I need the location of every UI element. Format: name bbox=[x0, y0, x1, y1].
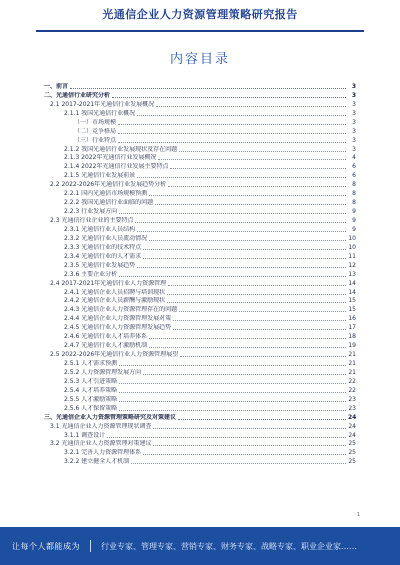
toc-entry[interactable] bbox=[44, 162, 356, 171]
toc-entry[interactable] bbox=[44, 109, 356, 118]
footer-tags: 行业专家、管理专家、营销专家、财务专家、战略专家、职业企业家…… bbox=[101, 541, 357, 551]
toc-entry[interactable] bbox=[44, 225, 356, 234]
toc-entry-page: 23 bbox=[348, 395, 356, 403]
toc-entry[interactable] bbox=[44, 359, 356, 368]
toc-entry-page: 21 bbox=[348, 368, 356, 376]
toc-leader-dots bbox=[158, 159, 346, 160]
toc-entry-page: 22 bbox=[348, 377, 356, 385]
toc-leader-dots bbox=[168, 285, 346, 286]
toc-leader-dots bbox=[173, 329, 346, 330]
toc-entry-label: 3.2.1 完善人力资源管理体系 bbox=[64, 449, 142, 457]
toc-entry[interactable] bbox=[44, 314, 356, 323]
toc-entry-page: 3 bbox=[352, 100, 356, 108]
toc-entry-label: 2.3.5 光通信行业发展趋势 bbox=[64, 261, 136, 269]
toc-entry-page: 8 bbox=[352, 181, 356, 189]
toc-entry-page: 14 bbox=[348, 288, 356, 296]
toc-entry[interactable] bbox=[44, 279, 356, 288]
toc-entry-page: 8 bbox=[352, 190, 356, 198]
toc-entry-label: 2.3.4 光通信行业的人才需求 bbox=[64, 252, 142, 260]
toc-entry-page: 19 bbox=[348, 342, 356, 350]
toc-entry-page: 3 bbox=[352, 127, 356, 135]
toc-entry[interactable] bbox=[44, 431, 356, 440]
toc-entry[interactable] bbox=[44, 288, 356, 297]
toc-entry-label: 2.3.6 主要企业分析 bbox=[64, 270, 118, 278]
toc-entry-page: 16 bbox=[348, 315, 356, 323]
toc-entry-label: 2.5.1 人才需求预测 bbox=[64, 360, 118, 367]
toc-entry[interactable] bbox=[44, 118, 356, 127]
toc-entry-page: 15 bbox=[348, 297, 356, 305]
toc-entry-label: 2.2 2022-2026年光通信行业发展趋势分析 bbox=[50, 181, 167, 189]
toc-entry[interactable] bbox=[44, 341, 356, 350]
toc-leader-dots bbox=[131, 463, 346, 464]
toc-leader-dots bbox=[107, 437, 346, 438]
toc-entry-label: 三、光通信企业人力资源管理策略研究及对策建议 bbox=[44, 413, 177, 421]
toc-entry[interactable] bbox=[44, 207, 356, 216]
footer-divider bbox=[90, 540, 91, 552]
toc-entry-label: 2.4.2 光通信企业人员薪酬与激励现状 bbox=[64, 297, 166, 305]
toc-title: 内容目录 bbox=[169, 52, 230, 67]
toc-leader-dots bbox=[149, 338, 346, 339]
toc-leader-dots bbox=[156, 106, 346, 107]
toc-leader-dots bbox=[149, 195, 346, 196]
toc-entry-label: （三）行业特点 bbox=[74, 136, 117, 144]
toc-entry-page: 24 bbox=[348, 422, 356, 430]
toc-entry-page: 24 bbox=[348, 431, 356, 439]
toc-entry-page: 25 bbox=[348, 449, 356, 457]
toc-entry-label: 2.4.3 光通信企业人力资源管理存在的问题 bbox=[64, 306, 178, 314]
toc-leader-dots bbox=[149, 347, 346, 348]
toc-leader-dots bbox=[143, 249, 346, 250]
toc-leader-dots bbox=[119, 213, 346, 214]
toc-leader-dots bbox=[143, 454, 346, 455]
header-divider bbox=[36, 30, 364, 32]
toc-leader-dots bbox=[137, 267, 346, 268]
toc-entry-label: 2.1.5 光通信行业发展前景 bbox=[64, 172, 136, 180]
toc-entry-page: 3 bbox=[352, 118, 356, 126]
toc-entry-page: 21 bbox=[348, 351, 356, 359]
toc-entry[interactable] bbox=[44, 404, 356, 413]
toc-leader-dots bbox=[170, 168, 346, 169]
toc-entry-label: （一）市场规模 bbox=[74, 118, 117, 126]
toc-entry[interactable] bbox=[44, 422, 356, 431]
toc-entry-label: 2.1.4 2022年光通信行业发展主要特点 bbox=[64, 163, 169, 171]
toc-leader-dots bbox=[153, 428, 346, 429]
toc-leader-dots bbox=[119, 410, 346, 411]
toc-entry[interactable] bbox=[44, 91, 356, 100]
toc-entry[interactable] bbox=[44, 297, 356, 306]
toc-entry-page: 3 bbox=[352, 109, 356, 117]
toc-entry-page: 8 bbox=[352, 199, 356, 207]
toc-entry-page: 3 bbox=[352, 136, 356, 144]
footer-slogan: 让每个人都能成为 bbox=[12, 541, 80, 551]
toc-entry-label: 3.2 光通信企业人力资源管理对策建议 bbox=[50, 440, 152, 448]
toc-entry[interactable] bbox=[44, 100, 356, 109]
toc-entry-page: 9 bbox=[352, 225, 356, 233]
toc-leader-dots bbox=[168, 186, 346, 187]
toc-entry[interactable] bbox=[44, 261, 356, 270]
toc-entry-page: 11 bbox=[348, 252, 356, 260]
toc-entry[interactable] bbox=[44, 377, 356, 386]
toc-leader-dots bbox=[119, 383, 346, 384]
toc-entry-label: 2.1.2 我国光通信行业发展现状及存在问题 bbox=[64, 145, 178, 153]
toc-entry-label: 2.4 2017-2021年光通信行业人力资源管理 bbox=[50, 279, 167, 287]
toc-entry-label: 2.1.3 2022年光通信行业发展概况 bbox=[64, 154, 157, 162]
toc-entry-label: 2.4.1 光通信企业人员招聘与培训现状 bbox=[64, 288, 166, 296]
toc-leader-dots bbox=[167, 302, 346, 303]
toc-entry[interactable] bbox=[44, 145, 356, 154]
toc-entry-label: 3.2.2 建立健全人才机制 bbox=[64, 458, 130, 466]
toc-entry[interactable] bbox=[44, 350, 356, 359]
toc-entry[interactable] bbox=[44, 180, 356, 189]
toc-leader-dots bbox=[119, 401, 346, 402]
toc-entry[interactable] bbox=[44, 171, 356, 180]
toc-entry-page: 9 bbox=[352, 217, 356, 224]
toc-entry-label: 2.2.3 行业发展方向 bbox=[64, 208, 118, 216]
toc-leader-dots bbox=[143, 258, 346, 259]
toc-entry[interactable] bbox=[44, 198, 356, 207]
toc-entry-page: 25 bbox=[348, 458, 356, 466]
toc-leader-dots bbox=[180, 356, 346, 357]
toc-entry-label: 2.5.6 人才保留策略 bbox=[64, 404, 118, 412]
toc-entry-page: 18 bbox=[348, 333, 356, 341]
toc-leader-dots bbox=[118, 142, 346, 143]
toc-entry-label: 3.1 光通信企业人力资源管理现状调查 bbox=[50, 422, 152, 430]
toc-entry-page: 13 bbox=[348, 270, 356, 278]
toc-entry[interactable] bbox=[44, 305, 356, 314]
page-number: 1 bbox=[356, 512, 360, 518]
toc-entry[interactable] bbox=[44, 82, 356, 91]
toc-entry[interactable] bbox=[44, 243, 356, 252]
toc-leader-dots bbox=[119, 365, 346, 366]
footer-content bbox=[12, 527, 357, 565]
toc-entry[interactable] bbox=[44, 332, 356, 341]
toc-entry-label: 2.5 2022-2026年光通信行业人力资源管理展望 bbox=[50, 351, 179, 359]
toc-entry[interactable] bbox=[44, 234, 356, 243]
toc-entry-page: 3 bbox=[352, 145, 356, 153]
toc-entry[interactable] bbox=[44, 154, 356, 163]
toc-entry[interactable] bbox=[44, 440, 356, 449]
toc-leader-dots bbox=[149, 240, 346, 241]
toc-leader-dots bbox=[137, 177, 346, 178]
page-header: 光通信企业人力资源管理策略研究报告 bbox=[102, 8, 298, 21]
toc-entry[interactable] bbox=[44, 368, 356, 377]
toc-leader-dots bbox=[178, 419, 346, 420]
toc-leader-dots bbox=[137, 231, 346, 232]
toc-entry-page: 15 bbox=[348, 306, 356, 314]
toc-leader-dots bbox=[118, 133, 346, 134]
toc-leader-dots bbox=[179, 311, 346, 312]
toc-entry-label: 2.3.2 光通信行业人员流动情况 bbox=[64, 234, 148, 242]
toc-leader-dots bbox=[119, 392, 346, 393]
toc-entry-page: 4 bbox=[352, 154, 356, 162]
toc-entry-page: 10 bbox=[348, 234, 356, 242]
toc-entry-page: 6 bbox=[352, 172, 356, 180]
toc-entry-label: 二、光通信行业研究分析 bbox=[44, 91, 111, 99]
toc-list bbox=[44, 82, 356, 466]
toc-leader-dots bbox=[137, 115, 346, 116]
toc-entry-label: 2.2.2 我国光通信行业面临的问题 bbox=[64, 199, 154, 207]
toc-entry-label: 一、前言 bbox=[44, 82, 69, 90]
toc-entry-page: 6 bbox=[352, 163, 356, 171]
toc-entry[interactable] bbox=[44, 136, 356, 145]
toc-leader-dots bbox=[70, 88, 346, 89]
toc-entry-page: 14 bbox=[348, 279, 356, 287]
toc-entry[interactable] bbox=[44, 127, 356, 136]
toc-entry-label: 2.5.4 人才培养策略 bbox=[64, 386, 118, 394]
toc-entry[interactable] bbox=[44, 395, 356, 404]
toc-entry-page: 21 bbox=[348, 360, 356, 367]
toc-entry[interactable] bbox=[44, 189, 356, 198]
toc-entry-label: 2.1 2017-2021年光通信行业发展概况 bbox=[50, 100, 155, 108]
toc-entry-label: 2.5.2 人力资源管理发展方向 bbox=[64, 368, 142, 376]
toc-entry[interactable] bbox=[44, 270, 356, 279]
toc-leader-dots bbox=[179, 151, 346, 152]
toc-entry-page: 9 bbox=[352, 208, 356, 216]
toc-leader-dots bbox=[119, 276, 346, 277]
toc-entry-label: （二）竞争格局 bbox=[74, 127, 117, 135]
toc-entry-label: 3.1.1 调查设计 bbox=[64, 431, 106, 439]
toc-entry-label: 2.5.3 人才引进策略 bbox=[64, 377, 118, 385]
toc-entry-label: 2.1.1 我国光通信行业概况 bbox=[64, 109, 136, 117]
toc-entry-label: 2.3.1 光通信行业人员结构 bbox=[64, 225, 136, 233]
toc-leader-dots bbox=[112, 97, 346, 98]
toc-leader-dots bbox=[135, 222, 346, 223]
toc-entry-page: 23 bbox=[348, 404, 356, 412]
toc-entry-page: 17 bbox=[348, 324, 356, 332]
toc-leader-dots bbox=[153, 445, 346, 446]
toc-leader-dots bbox=[173, 320, 346, 321]
toc-entry[interactable] bbox=[44, 252, 356, 261]
toc-entry-label: 2.3 光通信行业企业的主要特点 bbox=[50, 217, 134, 224]
toc-entry-page: 25 bbox=[348, 440, 356, 448]
toc-entry[interactable] bbox=[44, 323, 356, 332]
toc-entry[interactable] bbox=[44, 457, 356, 466]
toc-leader-dots bbox=[155, 204, 346, 205]
toc-entry[interactable] bbox=[44, 216, 356, 225]
toc-leader-dots bbox=[143, 374, 346, 375]
toc-leader-dots bbox=[167, 294, 346, 295]
toc-entry-page: 3 bbox=[351, 91, 356, 99]
toc-entry-label: 2.4.5 光通信行业人力资源管理发展趋势 bbox=[64, 324, 172, 332]
toc-entry[interactable] bbox=[44, 386, 356, 395]
toc-entry-label: 2.3.3 光通信行业的技术特点 bbox=[64, 243, 142, 251]
toc-entry-page: 10 bbox=[348, 243, 356, 251]
footer-banner bbox=[0, 527, 400, 565]
toc-entry-label: 2.5.5 人才激励策略 bbox=[64, 395, 118, 403]
toc-entry[interactable] bbox=[44, 448, 356, 457]
toc-entry-page: 12 bbox=[348, 261, 356, 269]
toc-entry-page: 3 bbox=[351, 82, 356, 90]
toc-entry-label: 2.4.6 光通信行业人才培养体系 bbox=[64, 333, 148, 341]
toc-entry-label: 2.2.1 国内光通信市场规模预测 bbox=[64, 190, 148, 198]
toc-entry-label: 2.4.4 光通信企业人力资源管理发展对策 bbox=[64, 315, 172, 323]
toc-entry[interactable] bbox=[44, 413, 356, 422]
toc-entry-page: 24 bbox=[348, 413, 357, 421]
toc-leader-dots bbox=[118, 124, 346, 125]
toc-entry-page: 22 bbox=[348, 386, 356, 394]
toc-entry-label: 2.4.7 光通信行业人才激励机制 bbox=[64, 342, 148, 350]
